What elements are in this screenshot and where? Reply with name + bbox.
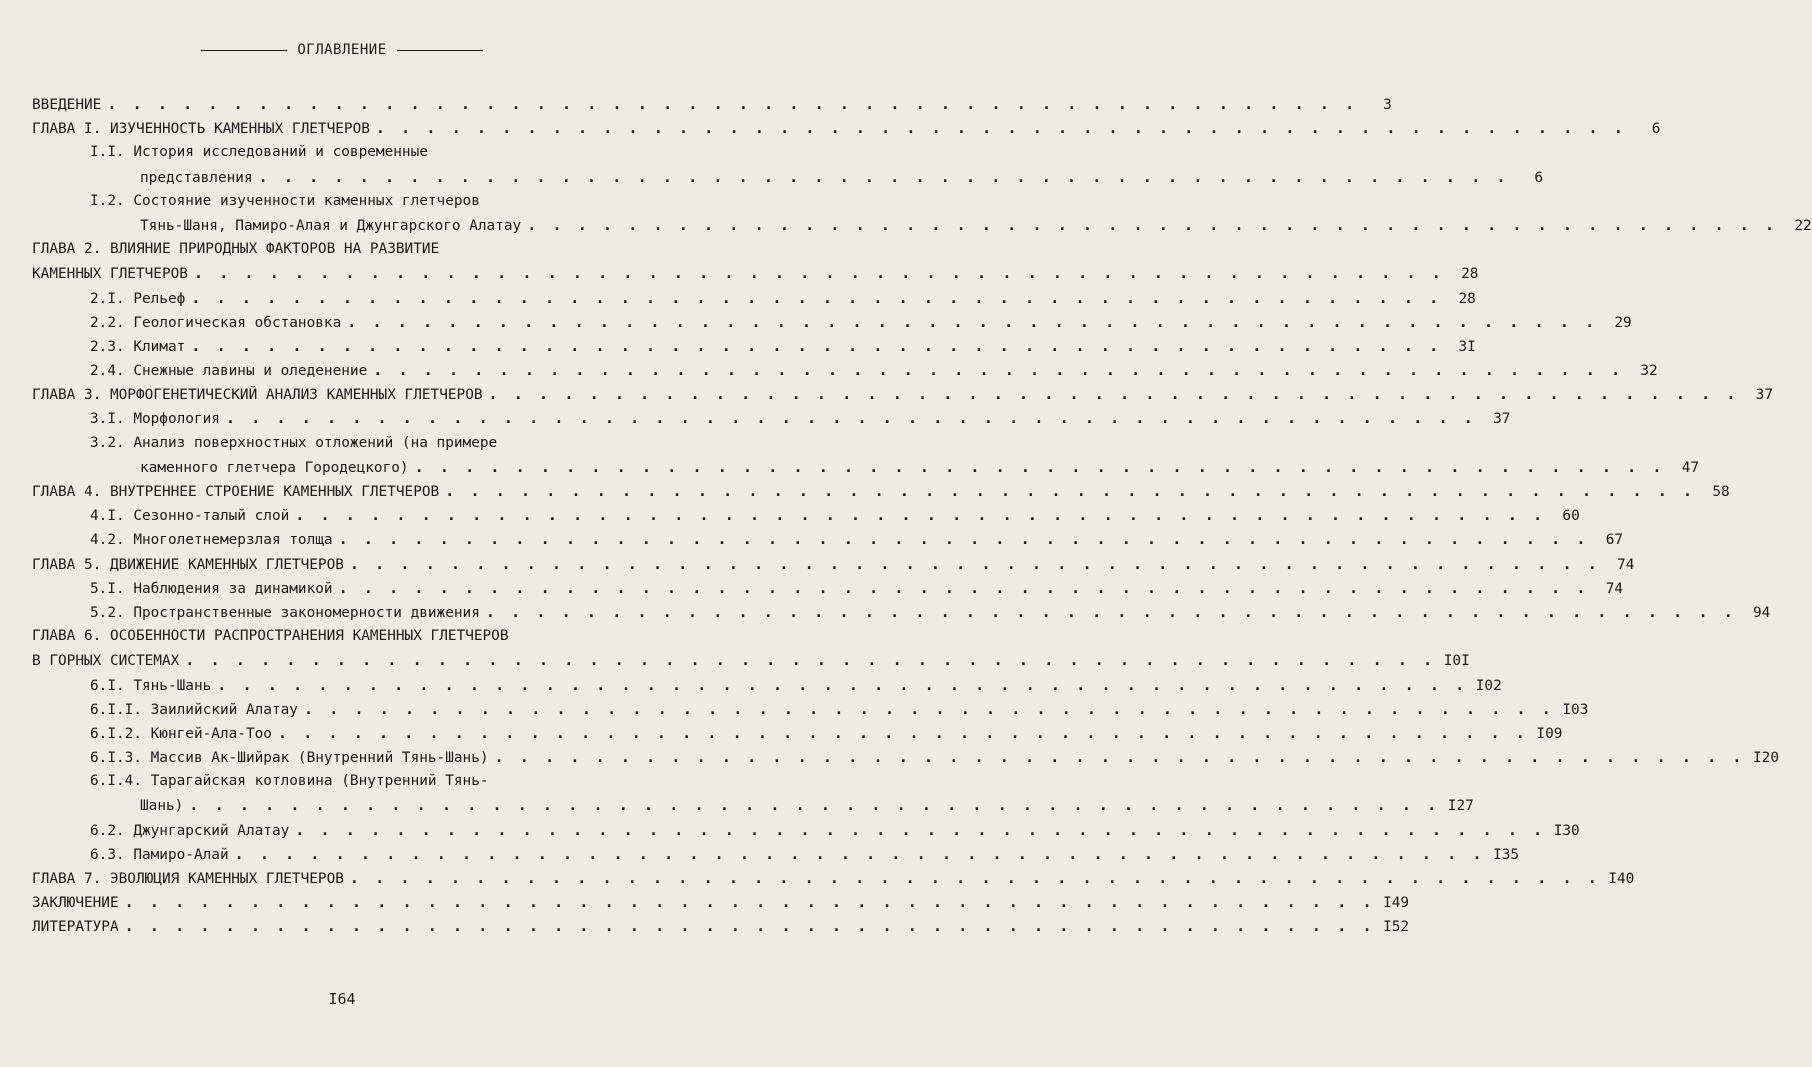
toc-entry-line [0,890,1410,914]
toc-page-number: 74 [1605,580,1624,597]
toc-entry-text: Шань) [140,798,184,815]
toc-section-entry [0,600,1771,624]
toc-page-number: 6 [1534,169,1544,186]
toc-entry-line [0,552,1635,576]
toc-entry-line [0,697,1589,721]
toc-page-number: I09 [1536,725,1563,742]
toc-entry-line [0,189,684,213]
toc-page-number: 3I [1458,338,1476,355]
table-of-contents [0,92,1812,939]
toc-entry-text: ГЛАВА I. ИЗУЧЕННОСТЬ КАМЕННЫХ ГЛЕТЧЕРОВ [32,121,370,138]
toc-entry-text: ВВЕДЕНИЕ [32,97,102,113]
toc-section-entry [0,842,1520,866]
toc-entry-text: КАМЕННЫХ ГЛЕТЧЕРОВ [32,266,188,283]
toc-page-number: 29 [1614,314,1632,331]
dot-leader: . . . . . . . . . . . . . . . . . . . . . . . . . . . . . . . . . . . . . . . . . . . . . . . . . . [295,506,1546,525]
toc-entry-line [0,527,1624,551]
toc-page-number: 32 [1640,363,1658,380]
toc-section-entry [0,503,1580,527]
toc-page-number: 47 [1681,459,1700,476]
toc-entry-line [0,455,1700,479]
toc-section-entry [0,576,1624,600]
toc-entry-text: каменного глетчера Городецкого) [140,459,409,476]
dot-leader: . . . . . . . . . . . . . . . . . . . . . . . . . . . . . . . . . . . . . . . . . . . . . . . . . . [414,457,1666,476]
toc-section-entry [0,673,1502,697]
toc-entry-text: 6.3. Памиро-Алай [90,846,229,863]
toc-entry-line [0,745,1779,769]
toc-page-number: I02 [1475,677,1502,694]
toc-entry-text: 4.2. Многолетнемерзлая толща [90,532,333,549]
toc-entry-text: 2.2. Геологическая обстановка [90,314,342,331]
toc-entry-text: 6.2. Джунгарский Алатау [90,822,290,839]
toc-entry-line [0,624,684,648]
dot-leader: . . . . . . . . . . . . . . . . . . . . . . . . . . . . . . . . . . . . . . . . . . . . . . . . . . [124,893,1376,912]
toc-entry-line [0,769,684,793]
dot-leader: . . . . . . . . . . . . . . . . . . . . . . . . . . . . . . . . . . . . . . . . . . . . . . . . . . [527,215,1778,234]
toc-entry-line [0,140,684,164]
toc-page-number: I40 [1608,871,1635,887]
toc-entry-line [0,673,1502,697]
page-number-footer: I64 [328,990,356,1008]
dot-leader: . . . . . . . . . . . . . . . . . . . . . . . . . . . . . . . . . . . . . . . . . . . . . . . . . . [217,675,1468,694]
toc-section-entry [0,527,1624,551]
toc-entry-text: I.I. История исследований и современные [90,144,428,161]
toc-entry-text: ГЛАВА 4. ВНУТРЕННЕЕ СТРОЕНИЕ КАМЕННЫХ ГЛЕТЧЕРОВ [32,484,440,500]
dot-leader: . . . . . . . . . . . . . . . . . . . . . . . . . . . . . . . . . . . . . . . . . . . . . . . . . . [185,651,1436,670]
toc-page-number: I49 [1383,895,1410,912]
dot-leader: . . . . . . . . . . . . . . . . . . . . . . . . . . . . . . . . . . . . . . . . . . . . . . . . . . [258,167,1510,186]
dot-leader: . . . . . . . . . . . . . . . . . . . . . . . . . . . . . . . . . . . . . . . . . . . . . . . . . . [193,264,1445,283]
toc-entry-line [0,914,1410,938]
toc-entry-text: 5.2. Пространственные закономерности движения [90,604,480,621]
toc-entry-line [0,600,1771,624]
toc-entry-line [0,116,1661,140]
toc-entry-line [0,648,1470,672]
dot-leader: . . . . . . . . . . . . . . . . . . . . . . . . . . . . . . . . . . . . . . . . . . . . . . . . . . [373,361,1624,380]
toc-page-number: I20 [1753,750,1779,767]
toc-entry-line [0,165,1544,189]
toc-page-number: 3 [1383,97,1392,113]
dot-leader: . . . . . . . . . . . . . . . . . . . . . . . . . . . . . . . . . . . . . . . . . . . . . . . . . . [445,482,1696,500]
toc-entry-text: 6.I. Тянь-Шань [90,677,212,694]
toc-page-number: 37 [1493,411,1511,428]
toc-chapter-entry [0,116,1661,140]
toc-entry-line [0,866,1635,890]
toc-entry-text: ЛИТЕРАТУРА [32,919,119,936]
dot-leader: . . . . . . . . . . . . . . . . . . . . . . . . . . . . . . . . . . . . . . . . . . . . . . . . . . [191,336,1442,355]
toc-entry-line [0,92,1392,116]
toc-entry-line [0,503,1580,527]
toc-chapter-entry [0,237,1479,285]
toc-entry-line [0,431,684,455]
toc-page-number: 60 [1562,508,1580,525]
toc-entry-line [0,334,1476,358]
toc-title-row [0,42,684,58]
toc-entry-text: 3.2. Анализ поверхностных отложений (на примере [90,434,498,451]
dot-leader: . . . . . . . . . . . . . . . . . . . . . . . . . . . . . . . . . . . . . . . . . . . . . . . . . . [189,796,1440,815]
toc-entry-line [0,818,1580,842]
toc-section-entry [0,286,1476,310]
dot-leader: . . . . . . . . . . . . . . . . . . . . . . . . . . . . . . . . . . . . . . . . . . . . . . . . . . [338,578,1590,597]
toc-page-number: 6 [1651,121,1661,138]
toc-section-entry [0,431,1700,479]
dot-leader: . . . . . . . . . . . . . . . . . . . . . . . . . . . . . . . . . . . . . . . . . . . . . . . . . . [338,530,1590,549]
toc-entry-text: 3.I. Морфология [90,411,220,428]
toc-page-number: 58 [1712,484,1730,500]
toc-chapter-entry [0,866,1635,890]
toc-section-entry [0,140,1544,188]
dot-leader: . . . . . . . . . . . . . . . . . . . . . . . . . . . . . . . . . . . . . . . . . . . . . . . . . . [488,385,1739,404]
dot-leader: . . . . . . . . . . . . . . . . . . . . . . . . . . . . . . . . . . . . . . . . . . . . . . . . . . [349,554,1601,573]
toc-page-number: I0I [1443,653,1470,670]
toc-entry-text: 2.I. Рельеф [90,290,186,307]
toc-chapter-entry [0,479,1730,503]
toc-entry-text: 5.I. Наблюдения за динамикой [90,580,333,597]
toc-entry-line [0,310,1632,334]
toc-entry-text: В ГОРНЫХ СИСТЕМАХ [32,653,180,670]
toc-chapter-entry [0,624,1470,672]
toc-entry-line [0,576,1624,600]
toc-entry-text: 2.3. Климат [90,338,186,355]
dot-leader: . . . . . . . . . . . . . . . . . . . . . . . . . . . . . . . . . . . . . . . . . . . . . . . . . . [347,312,1598,331]
toc-entry-line [0,406,1511,430]
toc-entry-text: представления [140,169,253,186]
dot-leader: . . . . . . . . . . . . . . . . . . . . . . . . . . . . . . . . . . . . . . . . . . . . . . . . . . [494,748,1745,767]
toc-page-number: I30 [1553,822,1580,839]
toc-title: ОГЛАВЛЕНИЕ [297,42,387,58]
toc-section-entry [0,769,1474,817]
dot-leader: . . . . . . . . . . . . . . . . . . . . . . . . . . . . . . . . . . . . . . . . . . . . . . . . . . [295,820,1546,839]
toc-section-entry [0,818,1580,842]
toc-entry-text: ГЛАВА 6. ОСОБЕННОСТИ РАСПРОСТРАНЕНИЯ КАМЕННЫХ ГЛЕТЧЕРОВ [32,628,509,645]
toc-entry-text: 2.4. Снежные лавины и оледенение [90,363,368,380]
toc-section-entry [0,358,1658,382]
dot-leader: . . . . . . . . . . . . . . . . . . . . . . . . . . . . . . . . . . . . . . . . . . . . . . . . . . [234,844,1486,863]
dot-leader: . . . . . . . . . . . . . . . . . . . . . . . . . . . . . . . . . . . . . . . . . . . . . . . . . . [277,723,1529,742]
toc-entry-text: ГЛАВА 2. ВЛИЯНИЕ ПРИРОДНЫХ ФАКТОРОВ НА РАЗВИТИЕ [32,241,440,258]
title-rule-right [397,50,483,51]
toc-page-number: 28 [1458,290,1476,307]
dot-leader: . . . . . . . . . . . . . . . . . . . . . . . . . . . . . . . . . . . . . . . . . . . . . . . . . . [191,288,1442,307]
toc-entry-text: 6.I.4. Тарагайская котловина (Внутренний Тянь- [90,773,489,790]
toc-page-number: 94 [1753,604,1771,621]
toc-entry-line [0,721,1563,745]
dot-leader: . . . . . . . . . . . . . . . . . . . . . . . . . . . . . . . . . . . . . . . . . . . . . . . . . . [349,869,1601,887]
toc-entry-text: ГЛАВА 5. ДВИЖЕНИЕ КАМЕННЫХ ГЛЕТЧЕРОВ [32,556,344,573]
toc-page-number: 28 [1461,266,1479,283]
toc-chapter-entry [0,914,1410,938]
toc-entry-line [0,479,1730,503]
dot-leader: . . . . . . . . . . . . . . . . . . . . . . . . . . . . . . . . . . . . . . . . . . . . . . . . . . [107,95,1358,113]
dot-leader: . . . . . . . . . . . . . . . . . . . . . . . . . . . . . . . . . . . . . . . . . . . . . . . . . . [485,602,1737,621]
toc-page-number: 37 [1755,387,1773,404]
dot-leader: . . . . . . . . . . . . . . . . . . . . . . . . . . . . . . . . . . . . . . . . . . . . . . . . . . [375,119,1627,138]
toc-page-number: I03 [1562,701,1589,718]
toc-section-entry [0,697,1589,721]
toc-entry-line [0,286,1476,310]
toc-section-entry [0,310,1632,334]
toc-section-entry [0,721,1563,745]
toc-section-entry [0,745,1779,769]
toc-entry-line [0,793,1474,817]
dot-leader: . . . . . . . . . . . . . . . . . . . . . . . . . . . . . . . . . . . . . . . . . . . . . . . . . . [225,409,1477,428]
toc-section-entry [0,189,1812,237]
toc-page-number: 22 [1794,217,1812,234]
toc-entry-text: 6.I.3. Массив Ак-Шийрак (Внутренний Тянь-Шань) [90,750,489,767]
toc-entry-line [0,237,684,261]
toc-page-number: I27 [1447,798,1474,815]
toc-entry-line [0,358,1658,382]
dot-leader: . . . . . . . . . . . . . . . . . . . . . . . . . . . . . . . . . . . . . . . . . . . . . . . . . . [303,699,1555,718]
toc-entry-text: 6.I.2. Кюнгей-Ала-Тоо [90,725,272,742]
toc-entry-text: ГЛАВА 7. ЭВОЛЮЦИЯ КАМЕННЫХ ГЛЕТЧЕРОВ [32,871,344,887]
toc-chapter-entry [0,92,1392,116]
toc-section-entry [0,406,1511,430]
title-rule-left [201,50,287,51]
toc-entry-text: ЗАКЛЮЧЕНИЕ [32,895,119,912]
toc-chapter-entry [0,382,1773,406]
toc-page-number: 74 [1617,556,1635,573]
toc-page-number: I35 [1493,846,1520,863]
toc-entry-text: ГЛАВА 3. МОРФОГЕНЕТИЧЕСКИЙ АНАЛИЗ КАМЕННЫХ ГЛЕТЧЕРОВ [32,387,483,404]
toc-entry-line [0,261,1479,285]
dot-leader: . . . . . . . . . . . . . . . . . . . . . . . . . . . . . . . . . . . . . . . . . . . . . . . . . . [124,917,1376,936]
toc-entry-text: Тянь-Шаня, Памиро-Алая и Джунгарского Алатау [140,217,522,234]
toc-section-entry [0,334,1476,358]
toc-entry-line [0,213,1812,237]
toc-entry-text: 6.I.I. Заилийский Алатау [90,701,298,718]
toc-entry-line [0,842,1520,866]
toc-chapter-entry [0,890,1410,914]
toc-page-number: 67 [1605,532,1624,549]
toc-entry-text: I.2. Состояние изученности каменных глетчеров [90,192,480,209]
toc-page-number: I52 [1383,919,1410,936]
toc-entry-line [0,382,1773,406]
toc-chapter-entry [0,552,1635,576]
toc-entry-text: 4.I. Сезонно-талый слой [90,508,290,525]
